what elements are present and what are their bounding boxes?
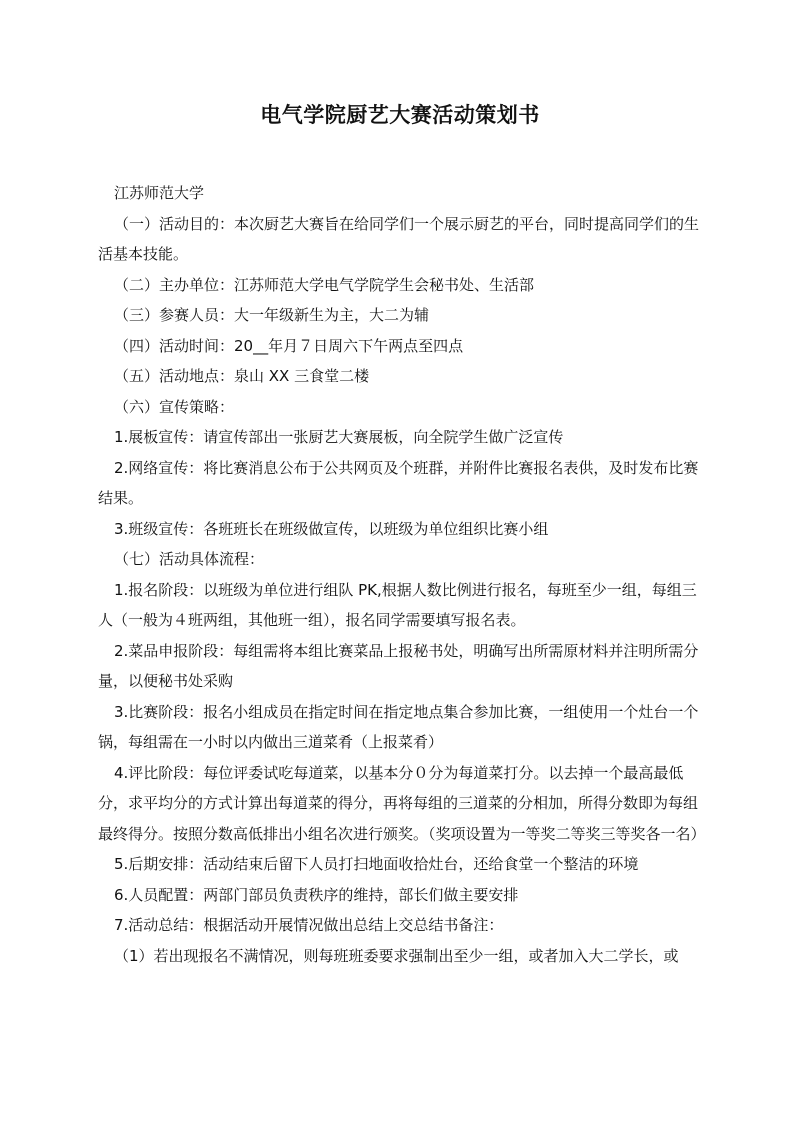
section-time: （四）活动时间：20__年月７日周六下午两点至四点 <box>114 336 464 355</box>
section-publicity-heading: （六）宣传策略： <box>114 397 235 416</box>
note-item-1: （1）若出现报名不满情况，则每班班委要求强制出至少一组，或者加入大二学长，或 <box>114 946 679 965</box>
section-location: （五）活动地点：泉山 XX 三食堂二楼 <box>114 367 370 385</box>
section-purpose: （一）活动目的：本次厨艺大赛旨在给同学们一个展示厨艺的平台，同时提高同学们的生活基本技能。 <box>98 214 700 263</box>
publicity-item-board: 1.展板宣传：请宣传部出一张厨艺大赛展板，向全院学生做广泛宣传 <box>114 428 564 446</box>
publicity-item-class: 3.班级宣传：各班班长在班级做宣传，以班级为单位组织比赛小组 <box>114 519 549 538</box>
process-item-registration: 1.报名阶段：以班级为单位进行组队 PK,根据人数比例进行报名，每班至少一组，每组三人（一般为４班两组，其他班一组），报名同学需要填写报名表。 <box>98 580 697 629</box>
process-item-competition: 3.比赛阶段：报名小组成员在指定时间在指定地点集合参加比赛，一组使用一个灶台一个锅，每组需在一小时以内做出三道菜肴（上报菜肴） <box>98 702 699 751</box>
publicity-item-online: 2.网络宣传：将比赛消息公布于公共网页及个班群，并附件比赛报名表供，及时发布比赛结果。 <box>98 458 699 507</box>
section-participants: （三）参赛人员：大一年级新生为主，大二为辅 <box>114 306 430 324</box>
process-item-judging: 4.评比阶段：每位评委试吃每道菜，以基本分０分为每道菜打分。以去掉一个最高最低分，求平均分的方式计算出每道菜的得分，再将每组的三道菜的分相加，所得分数即为每组最终得分。按照分数高低排出小组名次进行颁奖。（奖项设置为一等奖二等奖三等奖各一名） <box>98 763 706 843</box>
section-organizer: （二）主办单位：江苏师范大学电气学院学生会秘书处、生活部 <box>114 275 535 294</box>
process-item-summary: 7.活动总结：根据活动开展情况做出总结上交总结书备注： <box>114 916 504 934</box>
document-title: 电气学院厨艺大赛活动策划书 <box>260 103 540 127</box>
section-process-heading: （七）活动具体流程： <box>114 550 265 568</box>
process-item-staffing: 6.人员配置：两部门部员负责秩序的维持，部长们做主要安排 <box>114 885 519 904</box>
process-item-cleanup: 5.后期安排：活动结束后留下人员打扫地面收拾灶台，还给食堂一个整洁的环境 <box>114 855 639 873</box>
document-body <box>98 178 704 971</box>
school-name: 江苏师范大学 <box>114 184 205 202</box>
process-item-dish-declaration: 2.菜品申报阶段：每组需将本组比赛菜品上报秘书处，明确写出所需原材料并注明所需分量，以便秘书处采购 <box>98 641 699 690</box>
